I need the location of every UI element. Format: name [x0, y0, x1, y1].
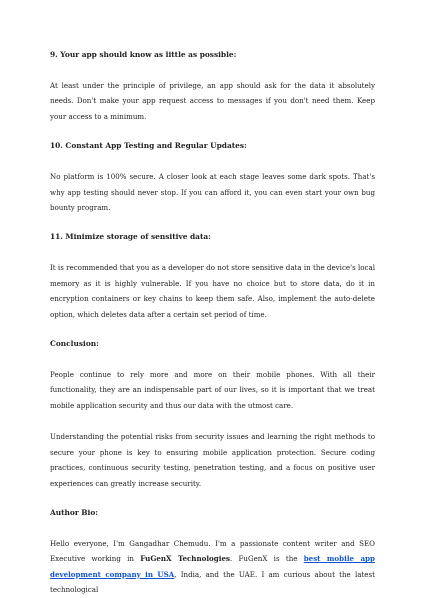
author-bio-heading: Author Bio:	[50, 507, 99, 517]
author-bio-section	[50, 507, 375, 598]
conclusion-heading: Conclusion:	[50, 339, 99, 349]
section-9	[50, 49, 375, 124]
section-heading: 10. Constant App Testing and Regular Updates:	[50, 141, 247, 151]
company-link[interactable]: best mobile app development company in USA	[50, 554, 376, 579]
author-bio-text: , India, and the UAE. I am curious about the latest technological	[50, 569, 375, 595]
conclusion-paragraph: People continue to rely more and more on their mobile phones. With all their functionality, they are an indispensable part of our lives, so it is important that we treat mobile application security and thus our data with the utmost care.	[50, 370, 375, 410]
section-body: At least under the principle of privilege, an app should ask for the data it absolutely needs. Don't make your app request access to messages if you don't need them. Keep your access to a minimum.	[50, 81, 375, 121]
author-bio-text: . FuGenX is the	[229, 554, 304, 564]
conclusion-paragraph: Understanding the potential risks from security issues and learning the right methods to secure your phone is key to ensuring mobile application protection. Secure coding practices, continuous security testing, penetration testing, and a focus on positive user experiences can greatly increase security.	[50, 432, 375, 488]
section-10	[50, 140, 375, 215]
section-body: No platform is 100% secure. A closer look at each stage leaves some dark spots. That's why app testing should never stop. If you can afford it, you can even start your own bug bounty program.	[50, 172, 375, 213]
conclusion-section	[50, 338, 375, 491]
section-heading: 11. Minimize storage of sensitive data:	[50, 232, 211, 242]
company-name: FuGenX Technologies	[140, 554, 230, 564]
section-11	[50, 231, 375, 322]
section-heading: 9. Your app should know as little as possible:	[50, 50, 237, 59]
author-bio-paragraph	[50, 536, 375, 598]
section-body: It is recommended that you as a developer do not store sensitive data in the device's local memory as it is highly vulnerable. If you have no choice but to store data, do it in encryption containers or key chains to keep them safe. Also, implement the auto-delete option, which deletes data after a certain set period of time.	[50, 263, 375, 319]
author-bio-text: Hello everyone, I'm Gangadhar Chemudu. I'm a passionate content writer and SEO Executive working in	[50, 538, 375, 564]
